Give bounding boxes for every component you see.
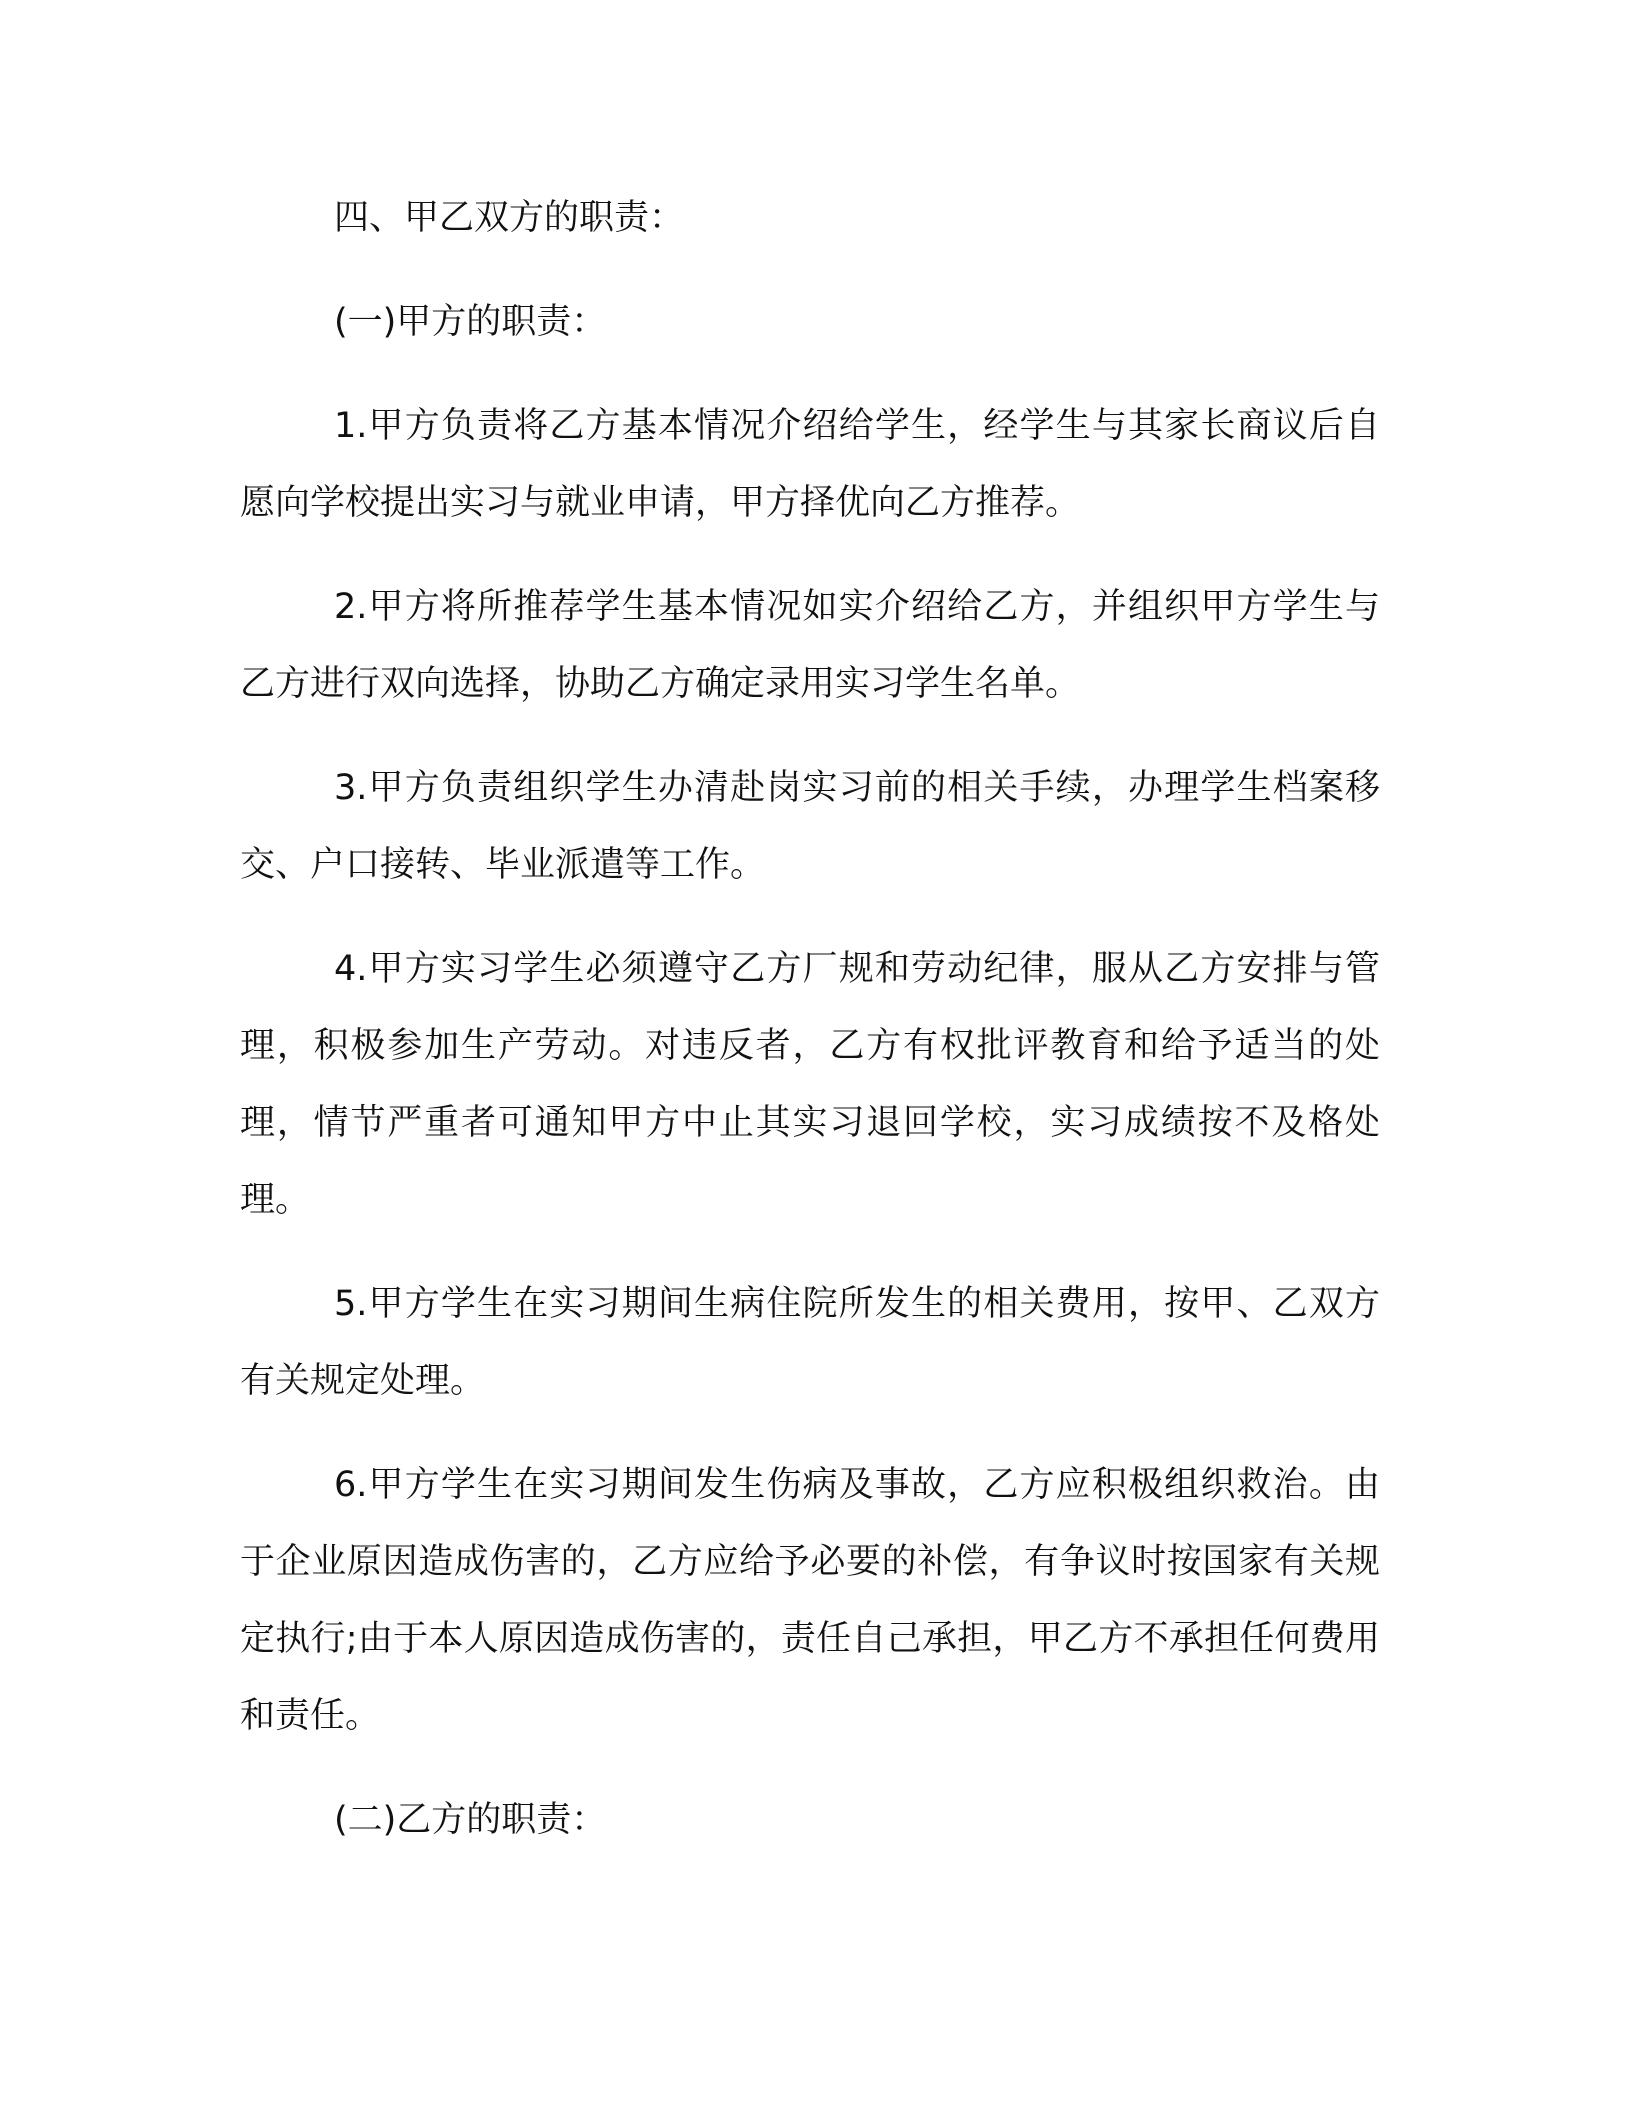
section-title: 四、甲乙双方的职责： xyxy=(334,198,685,238)
party-a-duty-1: 1.甲方负责将乙方基本情况介绍给学生，经学生与其家长商议后自愿向学校提出实习与就业申请，甲方择优向乙方推荐。 xyxy=(240,406,1380,523)
subsection-party-a-title: (一)甲方的职责： xyxy=(334,302,607,342)
subsection-party-b-title: (二)乙方的职责： xyxy=(334,1800,607,1840)
document-body xyxy=(240,180,1380,1886)
party-a-duty-4: 4.甲方实习学生必须遵守乙方厂规和劳动纪律，服从乙方安排与管理，积极参加生产劳动。对违反者，乙方有权批评教育和给予适当的处理，情节严重者可通知甲方中止其实习退回学校，实习成绩按不及格处理。 xyxy=(240,949,1380,1220)
party-a-duty-5: 5.甲方学生在实习期间生病住院所发生的相关费用，按甲、乙双方有关规定处理。 xyxy=(240,1284,1380,1401)
party-a-duty-3: 3.甲方负责组织学生办清赴岗实习前的相关手续，办理学生档案移交、户口接转、毕业派遣等工作。 xyxy=(240,768,1380,885)
party-a-duty-2: 2.甲方将所推荐学生基本情况如实介绍给乙方，并组织甲方学生与乙方进行双向选择，协助乙方确定录用实习学生名单。 xyxy=(240,587,1380,704)
party-a-duty-6: 6.甲方学生在实习期间发生伤病及事故，乙方应积极组织救治。由于企业原因造成伤害的，乙方应给予必要的补偿，有争议时按国家有关规定执行;由于本人原因造成伤害的，责任自己承担，甲乙方不承担任何费用和责任。 xyxy=(240,1465,1380,1736)
